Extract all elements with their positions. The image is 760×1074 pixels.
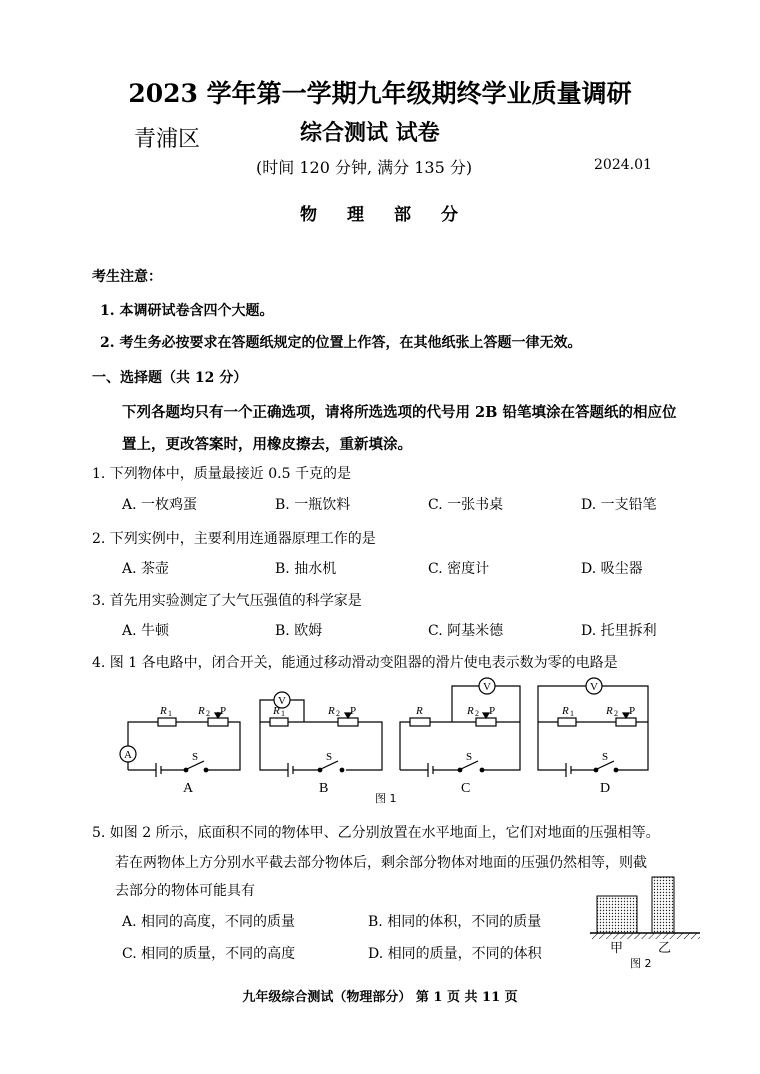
option-c: C. 密度计 <box>428 561 490 577</box>
switch-label: S <box>466 751 473 763</box>
switch-label: S <box>192 751 199 763</box>
option-a: A. 相同的高度，不同的质量 <box>122 914 296 930</box>
option-c: C. 阿基米德 <box>428 623 504 639</box>
r2-label: R <box>606 705 613 717</box>
exam-date: 2024.01 <box>594 157 652 173</box>
block-jia <box>597 896 637 933</box>
option-a: A. 茶壶 <box>122 561 170 577</box>
exam-subtitle: 综合测试 试卷 <box>300 120 440 146</box>
r2-label: R <box>198 705 205 717</box>
option-a: A. 牛顿 <box>122 623 170 639</box>
r1-sub: 1 <box>168 709 172 718</box>
part-title: 一、选择题（共 12 分） <box>92 370 248 386</box>
r1-sub: 1 <box>281 709 285 718</box>
option-d: D. 吸尘器 <box>581 561 643 577</box>
instruction-line: 置上，更改答案时，用橡皮擦去，重新填涂。 <box>122 436 412 453</box>
section-title: 物理部分 <box>300 205 488 225</box>
notice-item: 2. 考生务必按要求在答题纸规定的位置上作答，在其他纸张上答题一律无效。 <box>100 335 582 351</box>
switch-label: S <box>602 751 609 763</box>
r2-label: R <box>467 705 474 717</box>
r-label: R <box>416 705 423 717</box>
exam-title: 2023 学年第一学期九年级期终学业质量调研 <box>128 79 632 108</box>
voltmeter-symbol-label: V <box>483 681 491 693</box>
circuit-b-label: B <box>319 781 329 796</box>
question-stem: 3. 首先用实验测定了大气压强值的科学家是 <box>92 593 362 609</box>
r1-label: R <box>273 705 280 717</box>
instruction-line: 下列各题均只有一个正确选项，请将所选选项的代号用 2B 铅笔填涂在答题纸的相应位 <box>122 404 677 421</box>
r2-sub: 2 <box>336 709 340 718</box>
page-footer: 九年级综合测试（物理部分） 第 1 页 共 11 页 <box>242 990 518 1005</box>
label-yi: 乙 <box>658 941 672 956</box>
notice-heading: 考生注意： <box>92 269 162 285</box>
option-c: C. 相同的质量，不同的高度 <box>122 946 296 962</box>
r2-label: R <box>328 705 335 717</box>
time-info: (时间 120 分钟, 满分 135 分) <box>256 158 473 177</box>
figure-2-blocks <box>590 870 710 974</box>
question-stem: 1. 下列物体中，质量最接近 0.5 千克的是 <box>92 466 351 482</box>
label-jia: 甲 <box>610 941 624 956</box>
question-stem-cont: 去部分的物体可能具有 <box>115 883 255 899</box>
r2-sub: 2 <box>614 709 618 718</box>
option-b: B. 一瓶饮料 <box>275 497 351 513</box>
figure-2-caption: 图 2 <box>630 957 652 970</box>
slider-label: P <box>489 705 496 717</box>
circuit-c <box>400 678 520 777</box>
question-stem: 2. 下列实例中，主要利用连通器原理工作的是 <box>92 531 376 547</box>
option-b: B. 欧姆 <box>275 623 323 639</box>
slider-label: P <box>629 705 636 717</box>
circuit-a <box>120 712 240 777</box>
circuit-d-label: D <box>600 781 611 796</box>
question-stem: 5. 如图 2 所示，底面积不同的物体甲、乙分别放置在水平地面上，它们对地面的压强相等。 <box>92 825 660 841</box>
option-c: C. 一张书桌 <box>428 497 504 513</box>
district-label: 青浦区 <box>134 127 201 152</box>
option-d: D. 相同的质量，不同的体积 <box>368 946 542 962</box>
ammeter-symbol-label: A <box>124 749 132 761</box>
r2-sub: 2 <box>475 709 479 718</box>
r2-sub: 2 <box>206 709 210 718</box>
option-d: D. 一支铅笔 <box>581 497 657 513</box>
r1-label: R <box>562 705 569 717</box>
block-yi <box>652 877 674 933</box>
slider-label: P <box>350 705 357 717</box>
question-stem-cont: 若在两物体上方分别水平截去部分物体后，剩余部分物体对地面的压强仍然相等，则截 <box>115 855 647 871</box>
voltmeter-symbol-label: V <box>278 695 286 707</box>
option-d: D. 托里拆利 <box>581 623 657 639</box>
figure-1-circuits <box>110 676 690 808</box>
voltmeter-symbol-label: V <box>590 681 598 693</box>
figure-1-caption: 图 1 <box>375 792 397 805</box>
r1-label: R <box>160 705 167 717</box>
circuit-a-label: A <box>183 781 194 796</box>
option-b: B. 抽水机 <box>275 561 337 577</box>
option-a: A. 一枚鸡蛋 <box>122 497 198 513</box>
option-b: B. 相同的体积，不同的质量 <box>368 914 542 930</box>
notice-item: 1. 本调研试卷含四个大题。 <box>100 303 274 319</box>
ground-hatch <box>590 933 700 939</box>
switch-label: S <box>326 751 333 763</box>
question-stem: 4. 图 1 各电路中，闭合开关，能通过移动滑动变阻器的滑片使电表示数为零的电路是 <box>92 655 618 671</box>
r1-sub: 1 <box>570 709 574 718</box>
circuit-c-label: C <box>461 781 471 796</box>
slider-label: P <box>220 705 227 717</box>
